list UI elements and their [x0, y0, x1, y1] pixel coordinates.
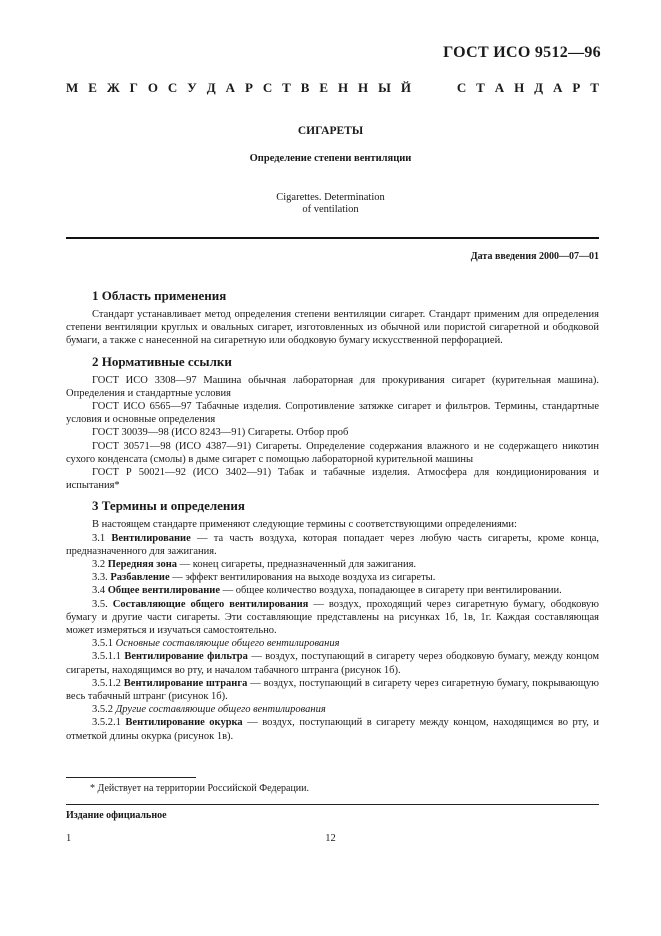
banner-letter: В	[300, 80, 310, 95]
banner-letter: Г	[129, 80, 138, 95]
reference-item: ГОСТ ИСО 3308—97 Машина обычная лабораторная для прокуривания сигарет (курительная машина). Определения и стандартные условия	[66, 374, 599, 399]
term-definition	[66, 650, 599, 676]
banner-letter: Т	[282, 80, 291, 95]
term-number: 3.5.1	[92, 638, 113, 650]
term-definition	[66, 584, 599, 597]
banner-letter: А	[494, 80, 505, 95]
term: Вентилирование	[111, 532, 191, 544]
banner-letter: С	[167, 80, 178, 95]
english-title-line: of ventilation	[302, 204, 359, 215]
english-title	[0, 192, 661, 216]
banner-letter: С	[262, 80, 273, 95]
term-number: 3.5.1.1	[92, 651, 121, 663]
banner-letter: Т	[476, 80, 485, 95]
reference-item: ГОСТ 30039—98 (ИСО 8243—91) Сигареты. Отбор проб	[92, 427, 349, 439]
term-number: 3.1	[92, 532, 106, 544]
edition-label: Издание официальное	[66, 810, 167, 821]
english-title-line: Cigarettes. Determination	[276, 192, 385, 203]
banner-letter: Н	[358, 80, 369, 95]
definition: — та часть воздуха, которая попадает через любую часть сигареты, кроме конца, предназначенного для зажигания.	[66, 532, 599, 557]
paragraph: В настоящем стандарте применяют следующие термины с соответствующими определениями:	[92, 519, 517, 531]
term: Составляющие общего вентилирования	[112, 598, 309, 610]
definition: — общее количество воздуха, попадающее в сигарету при вентилировании.	[220, 585, 562, 597]
gost-code: ГОСТ ИСО 9512—96	[443, 44, 601, 61]
document-subtitle: Определение степени вентиляции	[249, 153, 412, 164]
banner-letter: Е	[319, 80, 329, 95]
term-number: 3.5.2.1	[92, 717, 121, 729]
term-definition	[66, 716, 599, 742]
term: Разбавление	[110, 572, 170, 584]
banner-letter: Й	[400, 80, 411, 95]
subsection-title	[66, 703, 599, 716]
banner-letter: Д	[206, 80, 216, 95]
section-heading: 3 Термины и определения	[92, 498, 245, 514]
banner-letter: Д	[534, 80, 544, 95]
banner-letter: У	[187, 80, 197, 95]
term-definition	[66, 532, 599, 558]
term: Передняя зона	[107, 559, 177, 571]
footnote-divider	[66, 777, 196, 778]
document-title: СИГАРЕТЫ	[297, 125, 364, 137]
definition: — воздух, поступающий в сигарету через ободковую бумагу, между концом сигареты, находящимся во рту, и началом табачного штранга (рисунок 1б).	[66, 651, 600, 676]
header-divider	[66, 237, 599, 239]
term-definition	[66, 571, 599, 584]
page-number-center: 12	[325, 833, 336, 844]
section-heading: 1 Область применения	[92, 288, 227, 303]
definition: — конец сигареты, предназначенный для зажигания.	[177, 559, 417, 571]
term-number: 3.4	[92, 585, 106, 597]
term-definition	[66, 598, 599, 638]
term: Вентилирование фильтра	[124, 651, 248, 663]
banner-letter: Ы	[378, 80, 391, 95]
subsection-title	[66, 637, 599, 650]
subsection-text: Основные составляющие общего вентилирования	[115, 638, 340, 650]
term: Вентилирование окурка	[125, 717, 243, 729]
banner-letter: Р	[244, 80, 253, 95]
reference-item: ГОСТ ИСО 6565—97 Табачные изделия. Сопротивление затяжке сигарет и фильтров. Термины, стандартные условия и основные определения	[66, 401, 599, 426]
banner-word-gap	[421, 80, 447, 96]
term-number: 3.5.	[92, 598, 108, 610]
banner-letter: Е	[88, 80, 97, 95]
banner-letter: Ж	[106, 80, 120, 95]
term-definition	[66, 558, 599, 571]
banner-letter: А	[553, 80, 563, 95]
banner-letter: А	[225, 80, 235, 95]
definition: — воздух, проходящий через сигаретную бумагу, ободковую бумагу и другие части сигареты. Эти составляющие представлены на рисунках 1б, 1в, 1г. Каждая составляющая может измеряться и изучаться самостоятельно.	[66, 598, 600, 637]
footnote: * Действует на территории Российской Федерации.	[90, 783, 309, 794]
paragraph: Стандарт устанавливает метод определения степени вентиляции сигарет. Стандарт применим для определения степени вентиляции круглых и овальных сигарет, изготовленных из обычной или пористой сигаретной и ободковой бумаги, а также с нанесенной на сигаретную или ободковую бумагу искусственной перфорацией.	[66, 309, 599, 347]
term-number: 3.5.1.2	[92, 677, 121, 689]
reference-item: ГОСТ Р 50021—92 (ИСО 3402—91) Табак и табачные изделия. Атмосфера для кондиционирования и испытания*	[66, 467, 599, 492]
definition: — воздух, поступающий в сигарету через сигаретную бумагу, покрывающую весь табачный штранг (рисунок 1б).	[66, 677, 599, 703]
term-number: 3.3.	[92, 572, 108, 584]
banner-letter: Т	[590, 80, 599, 95]
term-number: 3.5.2	[92, 704, 113, 716]
banner-letter: Р	[572, 80, 581, 95]
banner-letter: С	[456, 80, 467, 95]
page-number-left: 1	[66, 833, 72, 844]
term-definition	[66, 677, 599, 703]
banner-letter: О	[147, 80, 158, 95]
term: Вентилирование штранга	[123, 677, 248, 689]
subsection-text: Другие составляющие общего вентилирования	[115, 704, 326, 716]
banner-letter: Н	[337, 80, 349, 95]
term: Общее вентилирование	[107, 585, 221, 597]
definition: — воздух, поступающий в сигарету между концом, находящимся во рту, и отметкой длины окурка (рисунок 1в).	[66, 717, 599, 742]
introduction-date: Дата введения 2000—07—01	[470, 251, 599, 262]
banner-letter: М	[66, 80, 79, 95]
term-number: 3.2	[92, 559, 106, 571]
edition-divider	[66, 804, 599, 805]
definition: — эффект вентилирования на выходе воздуха из сигареты.	[169, 572, 436, 584]
standard-banner	[66, 80, 599, 96]
banner-letter: Н	[514, 80, 525, 95]
document-body	[66, 282, 599, 743]
section-heading: 2 Нормативные ссылки	[92, 353, 232, 369]
reference-item: ГОСТ 30571—98 (ИСО 4387—91) Сигареты. Определение содержания влажного и не содержащего никотин сухого конденсата (смолы) в дыме сигарет с помощью лабораторной курительной машины	[66, 440, 599, 465]
